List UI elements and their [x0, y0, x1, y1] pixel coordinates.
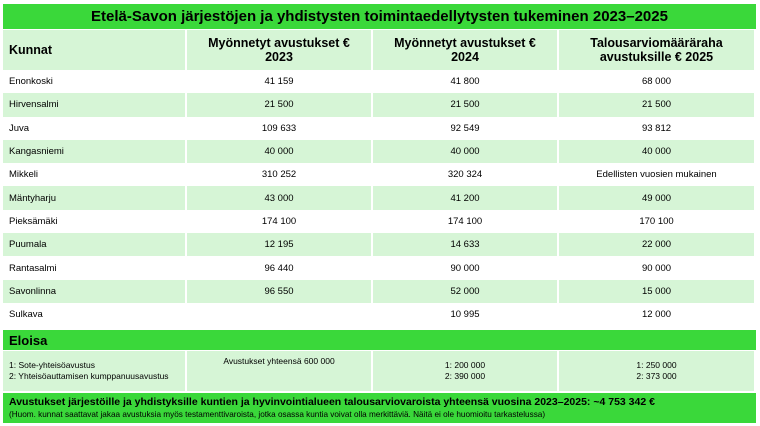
municipality-cell: Sulkava — [3, 303, 187, 326]
municipality-cell: Rantasalmi — [3, 256, 187, 279]
amount-cell: 96 550 — [187, 280, 373, 303]
table-row — [3, 256, 756, 279]
amount-cell: 21 500 — [187, 93, 373, 116]
eloisa-2024 — [373, 351, 559, 391]
header-kunnat: Kunnat — [3, 30, 187, 70]
amount-cell: 12 195 — [187, 233, 373, 256]
table-row — [3, 280, 756, 303]
table-row — [3, 140, 756, 163]
slide-title: Etelä-Savon järjestöjen ja yhdistysten toimintaedellytysten tukeminen 2023–2025 — [3, 4, 756, 29]
amount-cell: 43 000 — [187, 186, 373, 209]
table-body — [3, 70, 756, 326]
municipality-cell: Puumala — [3, 233, 187, 256]
amount-cell: 22 000 — [559, 233, 756, 256]
header-2024: Myönnetyt avustukset € 2024 — [373, 30, 559, 70]
municipality-cell: Mäntyharju — [3, 186, 187, 209]
eloisa-items — [3, 351, 187, 391]
eloisa-2023-value: Avustukset yhteensä 600 000 — [223, 356, 335, 366]
amount-cell: 10 995 — [373, 303, 559, 326]
header-2025: Talousarviomääräraha avustuksille € 2025 — [559, 30, 756, 70]
table-row — [3, 93, 756, 116]
total-box — [3, 393, 756, 423]
municipality-cell: Hirvensalmi — [3, 93, 187, 116]
amount-cell: 68 000 — [559, 70, 756, 93]
municipality-cell: Savonlinna — [3, 280, 187, 303]
amount-cell: 92 549 — [373, 117, 559, 140]
amount-cell: 52 000 — [373, 280, 559, 303]
eloisa-2024-value-2: 2: 390 000 — [444, 371, 486, 381]
municipality-cell: Pieksämäki — [3, 210, 187, 233]
amount-cell: 320 324 — [373, 163, 559, 186]
amount-cell: 174 100 — [187, 210, 373, 233]
amount-cell: 14 633 — [373, 233, 559, 256]
eloisa-row — [3, 351, 756, 391]
eloisa-2023 — [187, 351, 373, 391]
eloisa-section-title: Eloisa — [3, 330, 756, 350]
amount-cell: 109 633 — [187, 117, 373, 140]
total-note: (Huom. kunnat saattavat jakaa avustuksia myös testamenttivaroista, jotka osassa kuntia voivat olla merkittäviä. Näitä ei ole huomioitu tarkastelussa) — [9, 410, 546, 419]
table-row — [3, 70, 756, 93]
amount-cell: 40 000 — [187, 140, 373, 163]
total-line: Avustukset järjestöille ja yhdistyksille kuntien ja hyvinvointialueen talousarviovaroista yhteensä vuosina 2023–2025: ~4 753 342 € — [9, 396, 655, 408]
amount-cell: 49 000 — [559, 186, 756, 209]
eloisa-2025 — [559, 351, 756, 391]
eloisa-2025-value-2: 2: 373 000 — [636, 371, 677, 381]
amount-cell: 96 440 — [187, 256, 373, 279]
eloisa-2024-value-1: 1: 200 000 — [444, 360, 486, 370]
amount-cell: 15 000 — [559, 280, 756, 303]
municipality-cell: Mikkeli — [3, 163, 187, 186]
amount-cell: 41 200 — [373, 186, 559, 209]
amount-cell: 90 000 — [373, 256, 559, 279]
municipality-cell: Juva — [3, 117, 187, 140]
amount-cell: 90 000 — [559, 256, 756, 279]
table-row — [3, 303, 756, 326]
amount-cell: 93 812 — [559, 117, 756, 140]
eloisa-item-2: 2: Yhteisöauttamisen kumppanuusavustus — [9, 371, 169, 381]
amount-cell: 174 100 — [373, 210, 559, 233]
eloisa-item-1: 1: Sote-yhteisöavustus — [9, 360, 95, 370]
table-row — [3, 186, 756, 209]
amount-cell: 21 500 — [559, 93, 756, 116]
amount-cell: 40 000 — [559, 140, 756, 163]
header-2023: Myönnetyt avustukset € 2023 — [187, 30, 373, 70]
table-row — [3, 117, 756, 140]
amount-cell: 12 000 — [559, 303, 756, 326]
table-row — [3, 233, 756, 256]
amount-cell: 40 000 — [373, 140, 559, 163]
table-header — [3, 30, 756, 70]
eloisa-2025-value-1: 1: 250 000 — [636, 360, 677, 370]
amount-cell: 41 159 — [187, 70, 373, 93]
amount-cell: 41 800 — [373, 70, 559, 93]
municipality-cell: Enonkoski — [3, 70, 187, 93]
amount-cell: Edellisten vuosien mukainen — [559, 163, 756, 186]
table-row — [3, 210, 756, 233]
amount-cell: 170 100 — [559, 210, 756, 233]
municipality-cell: Kangasniemi — [3, 140, 187, 163]
table-row — [3, 163, 756, 186]
amount-cell — [187, 303, 373, 326]
amount-cell: 21 500 — [373, 93, 559, 116]
amount-cell: 310 252 — [187, 163, 373, 186]
